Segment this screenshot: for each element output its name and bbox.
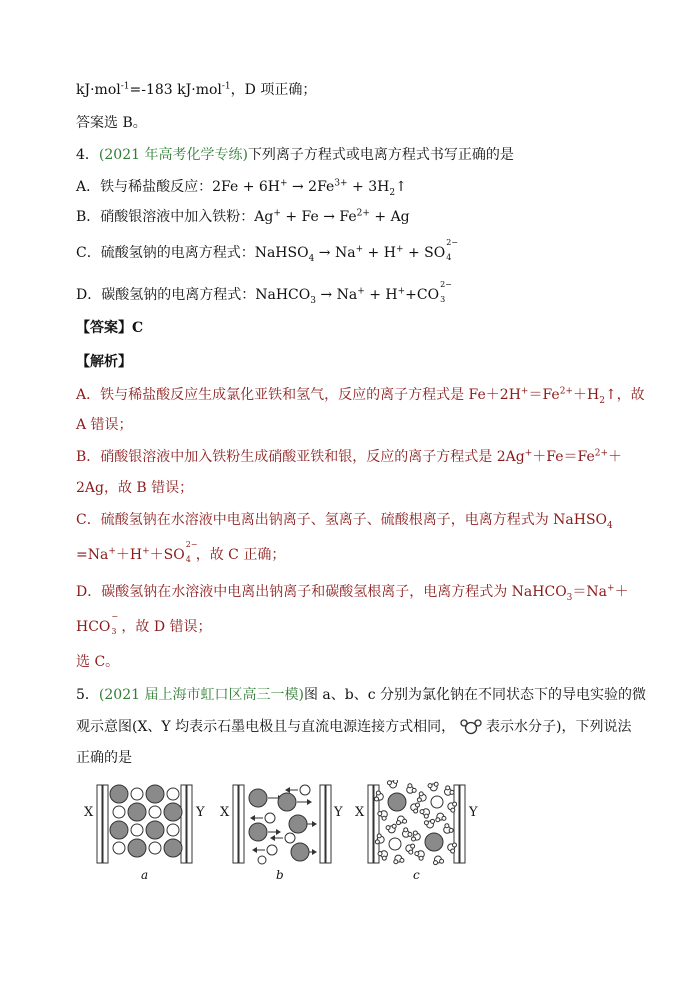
chloride-ion: [425, 833, 443, 851]
water-hydrogen: [414, 809, 418, 813]
question-5-stem-line1: 5．(2021 届上海市虹口区高三一模)图 a、b、c 分别为氯化钠在不同状态下的导电实验的微: [76, 687, 646, 703]
explain-a-line2: A 错误；: [76, 417, 133, 433]
water-hydrogen: [404, 828, 408, 832]
text-line-energy: kJ·mol$^{-1}$=-183 kJ·mol$^{-1}$，D 项正确；: [76, 81, 317, 98]
electrode-x-label-c: X: [355, 805, 365, 820]
water-hydrogen: [376, 791, 380, 795]
chloride-ion: [128, 839, 146, 857]
figure-label-a: a: [141, 868, 149, 882]
question-4-stem: 4．(2021 年高考化学专练)下列离子方程式或电离方程式书写正确的是: [76, 147, 514, 163]
water-hydrogen: [424, 821, 428, 825]
chloride-ion: [110, 785, 128, 803]
water-hydrogen: [428, 784, 432, 788]
water-molecule-icon: [460, 719, 482, 735]
water-hydrogen: [392, 824, 396, 828]
water-hydrogen: [446, 786, 450, 790]
option-a: A．铁与稀盐酸反应：$2Fe + 6H^+ \to 2Fe^{3+}$ + $3H_2↑$: [76, 178, 407, 198]
water-hydrogen: [396, 821, 400, 825]
water-hydrogen: [412, 788, 416, 792]
explain-select-c: 选 C。: [76, 654, 120, 670]
sodium-ion: [149, 806, 161, 818]
figure-label-c: c: [413, 868, 420, 882]
electrode-x-label-b: X: [220, 805, 230, 820]
water-hydrogen: [412, 837, 416, 841]
chloride-ion: [128, 803, 146, 821]
water-hydrogen: [442, 816, 446, 820]
water-hydrogen: [394, 860, 398, 864]
water-hydrogen: [409, 850, 413, 854]
sodium-ion: [431, 796, 443, 808]
water-hydrogen: [408, 784, 412, 788]
chloride-ion: [164, 839, 182, 857]
sodium-ion: [167, 824, 179, 836]
figure-label-b: b: [276, 868, 284, 882]
water-hydrogen: [387, 781, 391, 785]
chloride-ion: [164, 803, 182, 821]
water-hydrogen: [436, 818, 440, 822]
water-hydrogen: [386, 826, 390, 830]
explain-b-line2: 2Ag，故 B 错误；: [76, 480, 194, 496]
water-hydrogen: [419, 856, 423, 860]
electrode-y-label-b: Y: [334, 805, 343, 820]
water-hydrogen: [375, 797, 379, 801]
option-c: C．硫酸氢钠的电离方程式：NaHSO$_4$ → Na+ + H+ + SO 2− 4: [76, 238, 458, 264]
sodium-ion: [131, 788, 143, 800]
sodium-ion: [389, 838, 401, 850]
water-hydrogen: [453, 802, 457, 806]
electrode-y-label-c: Y: [469, 805, 478, 820]
water-hydrogen: [434, 782, 438, 786]
chloride-ion: [146, 785, 164, 803]
water-hydrogen: [450, 790, 454, 794]
water-hydrogen: [382, 816, 386, 820]
water-hydrogen: [375, 840, 379, 844]
question-5-stem-line2: 观示意图(X、Y 均表示石墨电极且与直流电源连接方式相同， 表示水分子)，下列说法: [76, 719, 632, 735]
text-line-answer-b: 答案选 B。: [76, 115, 147, 131]
water-hydrogen: [400, 858, 404, 862]
water-hydrogen: [433, 861, 437, 865]
explain-b-line1: B．硝酸银溶液中加入铁粉生成硝酸亚铁和银，反应的离子方程式是 $2Ag^++Fe=Fe^{2+}+$: [76, 448, 623, 465]
explain-c-line1: C．硫酸氢钠在水溶液中电离出钠离子、氢离子、硫酸根离子，电离方程式为 NaHSO$_4$: [76, 512, 613, 531]
chloride-ion: [110, 821, 128, 839]
water-hydrogen: [415, 852, 419, 856]
figure-a: [97, 785, 192, 863]
water-hydrogen: [431, 819, 435, 823]
water-hydrogen: [408, 832, 412, 836]
water-hydrogen: [420, 810, 424, 814]
water-hydrogen: [403, 819, 407, 823]
explain-c-line2: =Na+＋H+＋SO 2− 4 ，故 C 正确；: [76, 540, 286, 564]
water-hydrogen: [452, 843, 456, 847]
electrode-y-label-a: Y: [196, 805, 205, 820]
water-hydrogen: [449, 828, 453, 832]
explain-a-line1: A．铁与稀盐酸反应生成氯化亚铁和氢气，反应的离子方程式是 $Fe+2H^+=Fe^{2+}+H_2↑$，故: [76, 386, 645, 406]
sodium-ion: [113, 842, 125, 854]
sodium-ion: [149, 842, 161, 854]
figure-c: [368, 780, 465, 865]
explain-d-line1: D．碳酸氢钠在水溶液中电离出钠离子和碳酸氢根离子，电离方程式为 NaHCO$_3$＝Na+＋: [76, 583, 629, 603]
figure-b: [233, 785, 331, 864]
chloride-ion: [146, 821, 164, 839]
answer-label: 【答案】C: [76, 320, 144, 336]
sodium-ion: [131, 824, 143, 836]
water-hydrogen: [377, 834, 381, 838]
question-5-stem-line3: 正确的是: [76, 750, 132, 766]
analysis-label: 【解析】: [76, 354, 132, 370]
conductivity-figure: [0, 780, 696, 900]
water-hydrogen: [419, 792, 423, 796]
water-hydrogen: [415, 803, 419, 807]
water-hydrogen: [382, 856, 386, 860]
option-d: D．碳酸氢钠的电离方程式：NaHCO$_3$ → Na+ + H++CO 2− 3: [76, 280, 452, 306]
water-hydrogen: [451, 808, 455, 812]
water-hydrogen: [378, 812, 382, 816]
sodium-ion: [167, 788, 179, 800]
water-hydrogen: [413, 831, 417, 835]
option-b: B．硝酸银溶液中加入铁粉：$Ag^+ + Fe \to Fe^{2+} + Ag$: [76, 208, 410, 225]
sodium-ion: [113, 806, 125, 818]
water-hydrogen: [451, 849, 455, 853]
water-hydrogen: [378, 852, 382, 856]
explain-d-line2: HCO − 3 ，故 D 错误；: [76, 612, 212, 636]
chloride-ion: [388, 793, 406, 811]
electrode-x-label-a: X: [84, 805, 94, 820]
water-hydrogen: [424, 814, 428, 818]
water-hydrogen: [417, 798, 421, 802]
water-hydrogen: [445, 824, 449, 828]
water-hydrogen: [440, 859, 444, 863]
water-hydrogen: [411, 844, 415, 848]
water-hydrogen: [394, 780, 398, 783]
